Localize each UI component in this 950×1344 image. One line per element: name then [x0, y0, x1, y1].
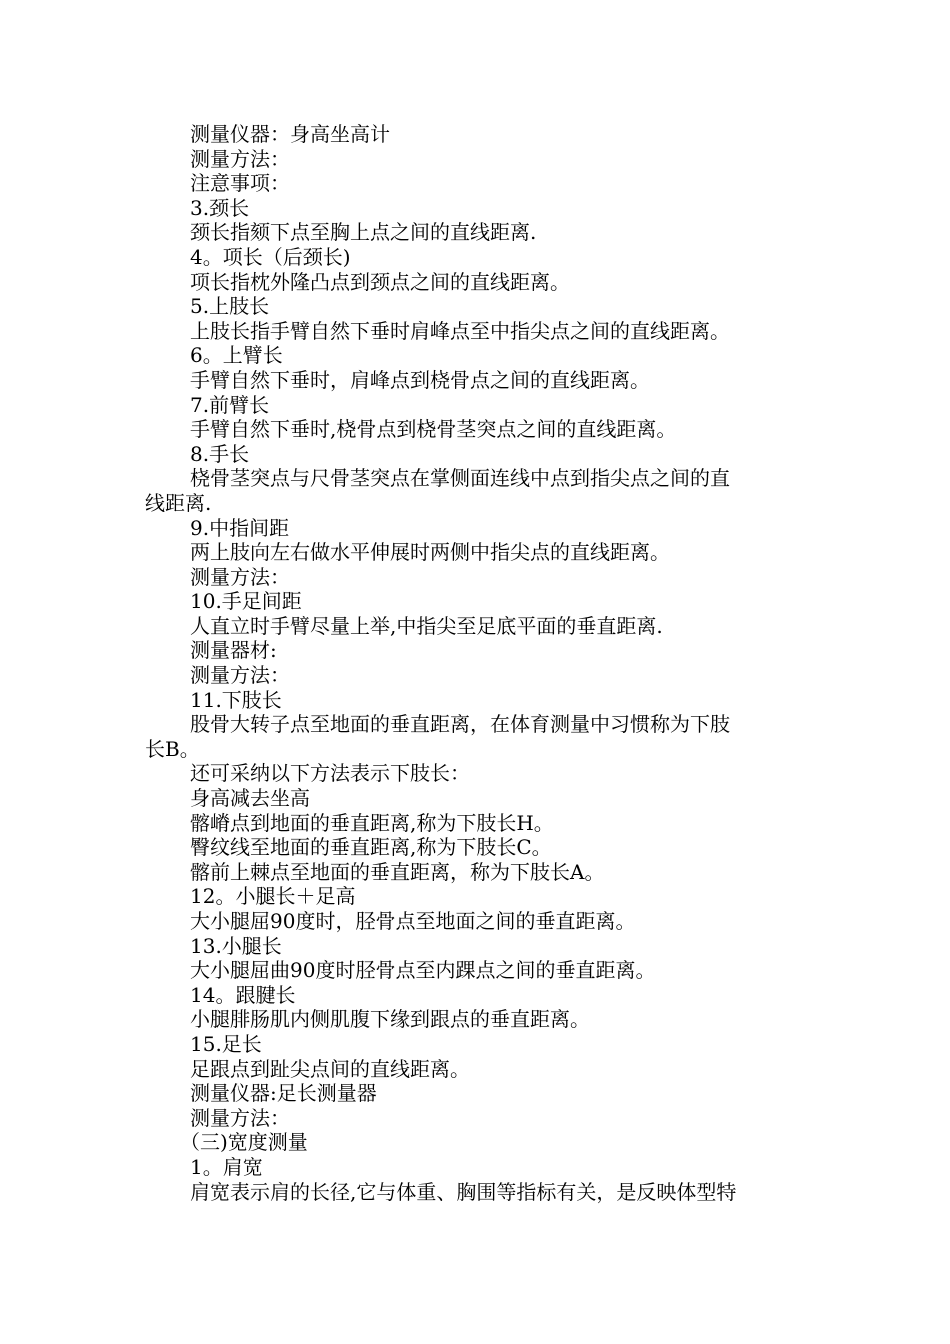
text-line: 测量方法：	[190, 663, 290, 688]
section-heading: 12。小腿长＋足高	[190, 884, 356, 909]
section-heading: 10.手足间距	[190, 589, 302, 614]
text-line: 髂前上棘点至地面的垂直距离，称为下肢长A。	[190, 859, 605, 884]
text-line: 项长指枕外隆凸点到颈点之间的直线距离。	[190, 269, 570, 294]
text-line: 测量方法：	[190, 564, 290, 589]
section-heading: 8.手长	[190, 441, 250, 466]
text-line: 测量方法：	[190, 146, 290, 171]
text-line: 上肢长指手臂自然下垂时肩峰点至中指尖点之间的直线距离。	[190, 318, 730, 343]
section-heading: 11.下肢长	[190, 687, 282, 712]
text-line: 臀纹线至地面的垂直距离,称为下肢长C。	[190, 835, 552, 860]
section-heading: 13.小腿长	[190, 933, 282, 958]
text-line: 髂嵴点到地面的垂直距离,称为下肢长H。	[190, 810, 554, 835]
section-heading: （三)宽度测量	[180, 1130, 308, 1155]
section-heading: 7.前臂长	[190, 392, 270, 417]
text-line: 身高减去坐高	[190, 786, 310, 811]
text-line: 手臂自然下垂时,桡骨点到桡骨茎突点之间的直线距离。	[190, 417, 677, 442]
text-line-continuation: 长B。	[145, 736, 200, 761]
text-line: 测量方法：	[190, 1105, 290, 1130]
text-line: 两上肢向左右做水平伸展时两侧中指尖点的直线距离。	[190, 540, 670, 565]
text-line: 股骨大转子点至地面的垂直距离，在体育测量中习惯称为下肢	[190, 712, 730, 737]
text-line: 大小腿屈曲90度时胫骨点至内踝点之间的垂直距离。	[190, 958, 656, 983]
section-heading: 5.上肢长	[190, 294, 270, 319]
section-heading: 1。肩宽	[190, 1154, 263, 1179]
text-line: 测量仪器：身高坐高计	[190, 122, 390, 146]
text-line-continuation: 线距离.	[145, 490, 212, 515]
text-line: 肩宽表示肩的长径,它与体重、胸围等指标有关，是反映体型特	[190, 1179, 737, 1204]
text-line: 手臂自然下垂时，肩峰点到桡骨点之间的直线距离。	[190, 367, 650, 392]
section-heading: 3.颈长	[190, 195, 250, 220]
text-line: 还可采纳以下方法表示下肢长：	[190, 761, 470, 786]
section-heading: 4。项长（后颈长)	[190, 244, 351, 269]
text-line: 测量器材:	[190, 638, 277, 663]
text-line: 测量仪器:足长测量器	[190, 1081, 377, 1106]
text-line: 大小腿屈90度时，胫骨点至地面之间的垂直距离。	[190, 909, 636, 933]
section-heading: 6。上臂长	[190, 343, 283, 368]
section-heading: 14。跟腱长	[190, 982, 296, 1007]
text-line: 颈长指颏下点至胸上点之间的直线距离.	[190, 220, 537, 245]
text-line: 注意事项：	[190, 171, 290, 196]
section-heading: 9.中指间距	[190, 515, 290, 540]
text-line: 桡骨茎突点与尺骨茎突点在掌侧面连线中点到指尖点之间的直	[190, 466, 730, 491]
text-line: 小腿腓肠肌内侧肌腹下缘到跟点的垂直距离。	[190, 1007, 590, 1032]
section-heading: 15.足长	[190, 1031, 262, 1056]
text-line: 足跟点到趾尖点间的直线距离。	[190, 1056, 470, 1081]
text-line: 人直立时手臂尽量上举,中指尖至足底平面的垂直距离.	[190, 613, 663, 638]
document-page	[0, 122, 950, 1204]
